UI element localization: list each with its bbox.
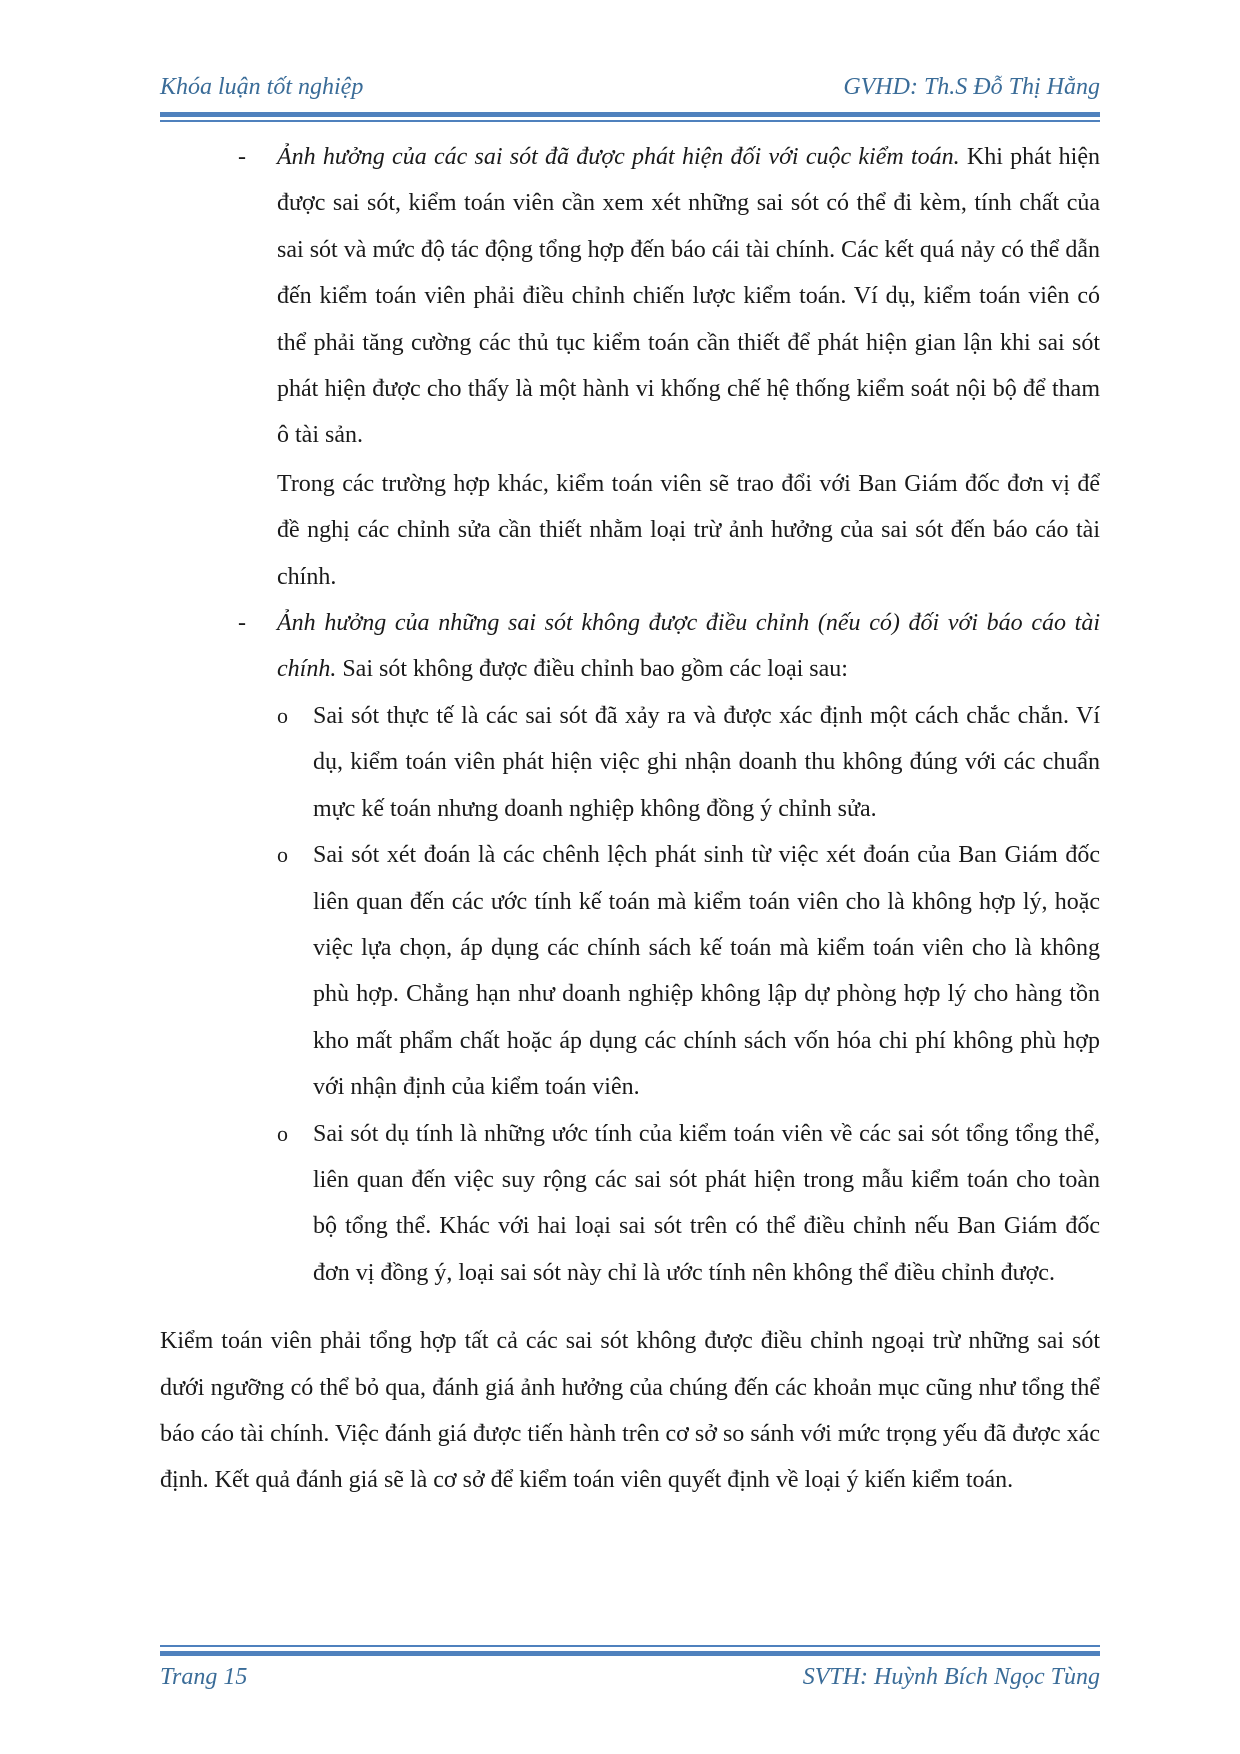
list-item-text xyxy=(277,600,1100,693)
sub-list-item xyxy=(277,693,1100,832)
dash-bullet: - xyxy=(238,144,246,170)
sub-list-item-text: Sai sót thực tế là các sai sót đã xảy ra và được xác định một cách chắc chắn. Ví dụ, kiểm toán viên phát hiện việc ghi nhận doanh thu không đúng với các chuẩn mực kế toán nhưng doanh nghiệp không đồng ý chỉnh sửa. xyxy=(313,702,1100,822)
circle-bullet: o xyxy=(277,1120,288,1146)
list-item-emphasis: Ảnh hưởng của những sai sót không được điều chỉnh (nếu có) đối với báo cáo tài chính. xyxy=(277,610,1100,683)
list-item xyxy=(160,600,1100,693)
circle-bullet: o xyxy=(277,842,288,868)
list-item-continuation: Trong các trường hợp khác, kiểm toán viên sẽ trao đổi với Ban Giám đốc đơn vị để đề nghị các chỉnh sửa cần thiết nhằm loại trừ ảnh hưởng của sai sót đến báo cáo tài chính. xyxy=(277,470,1100,590)
circle-bullet: o xyxy=(277,702,288,728)
page-header xyxy=(160,70,1100,110)
dash-bullet: - xyxy=(238,610,246,637)
sub-list-item-text: Sai sót xét đoán là các chênh lệch phát sinh từ việc xét đoán của Ban Giám đốc liên quan đến các ước tính kế toán mà kiểm toán viên cho là không hợp lý, hoặc việc lựa chọn, áp dụng các chính sách kế toán mà kiểm toán viên cho là không phù hợp. Chẳng hạn như doanh nghiệp không lập dự phòng hợp lý cho hàng tồn kho mất phẩm chất hoặc áp dụng các chính sách vốn hóa chi phí không phù hợp với nhận định của kiểm toán viên. xyxy=(313,842,1100,1101)
sub-list-item-text: Sai sót dụ tính là những ước tính của kiểm toán viên về các sai sót tổng tổng thể, liên quan đến việc suy rộng các sai sót phát hiện trong mẫu kiểm toán cho toàn bộ tổng thể. Khác với hai loại sai sót trên có thể điều chỉnh nếu Ban Giám đốc đơn vị đồng ý, loại sai sót này chỉ là ước tính nên không thể điều chỉnh được. xyxy=(313,1120,1100,1286)
header-rule-thin xyxy=(160,120,1100,122)
list-item-body: Sai sót không được điều chỉnh bao gồm các loại sau: xyxy=(336,656,848,683)
list-item xyxy=(160,134,1100,600)
page-body xyxy=(160,134,1100,1504)
list-item-body: Khi phát hiện được sai sót, kiểm toán viên cần xem xét những sai sót có thể đi kèm, tính chất của sai sót và mức độ tác động tổng hợp đến báo cái tài chính. Các kết quá nảy có thể dẫn đến kiểm toán viên phải điều chỉnh chiến lược kiểm toán. Ví dụ, kiểm toán viên có thể phải tăng cường các thủ tục kiểm toán cần thiết để phát hiện gian lận khi sai sót phát hiện được cho thấy là một hành vi khống chế hệ thống kiểm soát nội bộ để tham ô tài sản. xyxy=(277,144,1100,449)
footer-rule-thick xyxy=(160,1651,1100,1656)
header-rule-thick xyxy=(160,112,1100,117)
list-item-emphasis: Ảnh hưởng của các sai sót đã được phát hiện đối với cuộc kiểm toán. xyxy=(277,144,960,170)
footer-rule-thin xyxy=(160,1645,1100,1647)
closing-paragraph: Kiểm toán viên phải tổng hợp tất cả các sai sót không được điều chỉnh ngoại trừ những sai sót dưới ngưỡng có thể bỏ qua, đánh giá ảnh hưởng của chúng đến các khoản mục cũng như tổng thể báo cáo tài chính. Việc đánh giá được tiến hành trên cơ sở so sánh với mức trọng yếu đã được xác định. Kết quả đánh giá sẽ là cơ sở để kiểm toán viên quyết định về loại ý kiến kiểm toán. xyxy=(160,1328,1100,1494)
page-number: Trang 15 xyxy=(160,1664,248,1690)
header-thesis-title: Khóa luận tốt nghiệp xyxy=(160,74,364,100)
footer-student: SVTH: Huỳnh Bích Ngọc Tùng xyxy=(802,1664,1100,1690)
list-item-text xyxy=(277,134,1100,459)
header-supervisor: GVHD: Th.S Đỗ Thị Hằng xyxy=(843,74,1100,100)
sub-list-item xyxy=(277,832,1100,1110)
sub-list-item xyxy=(277,1111,1100,1297)
